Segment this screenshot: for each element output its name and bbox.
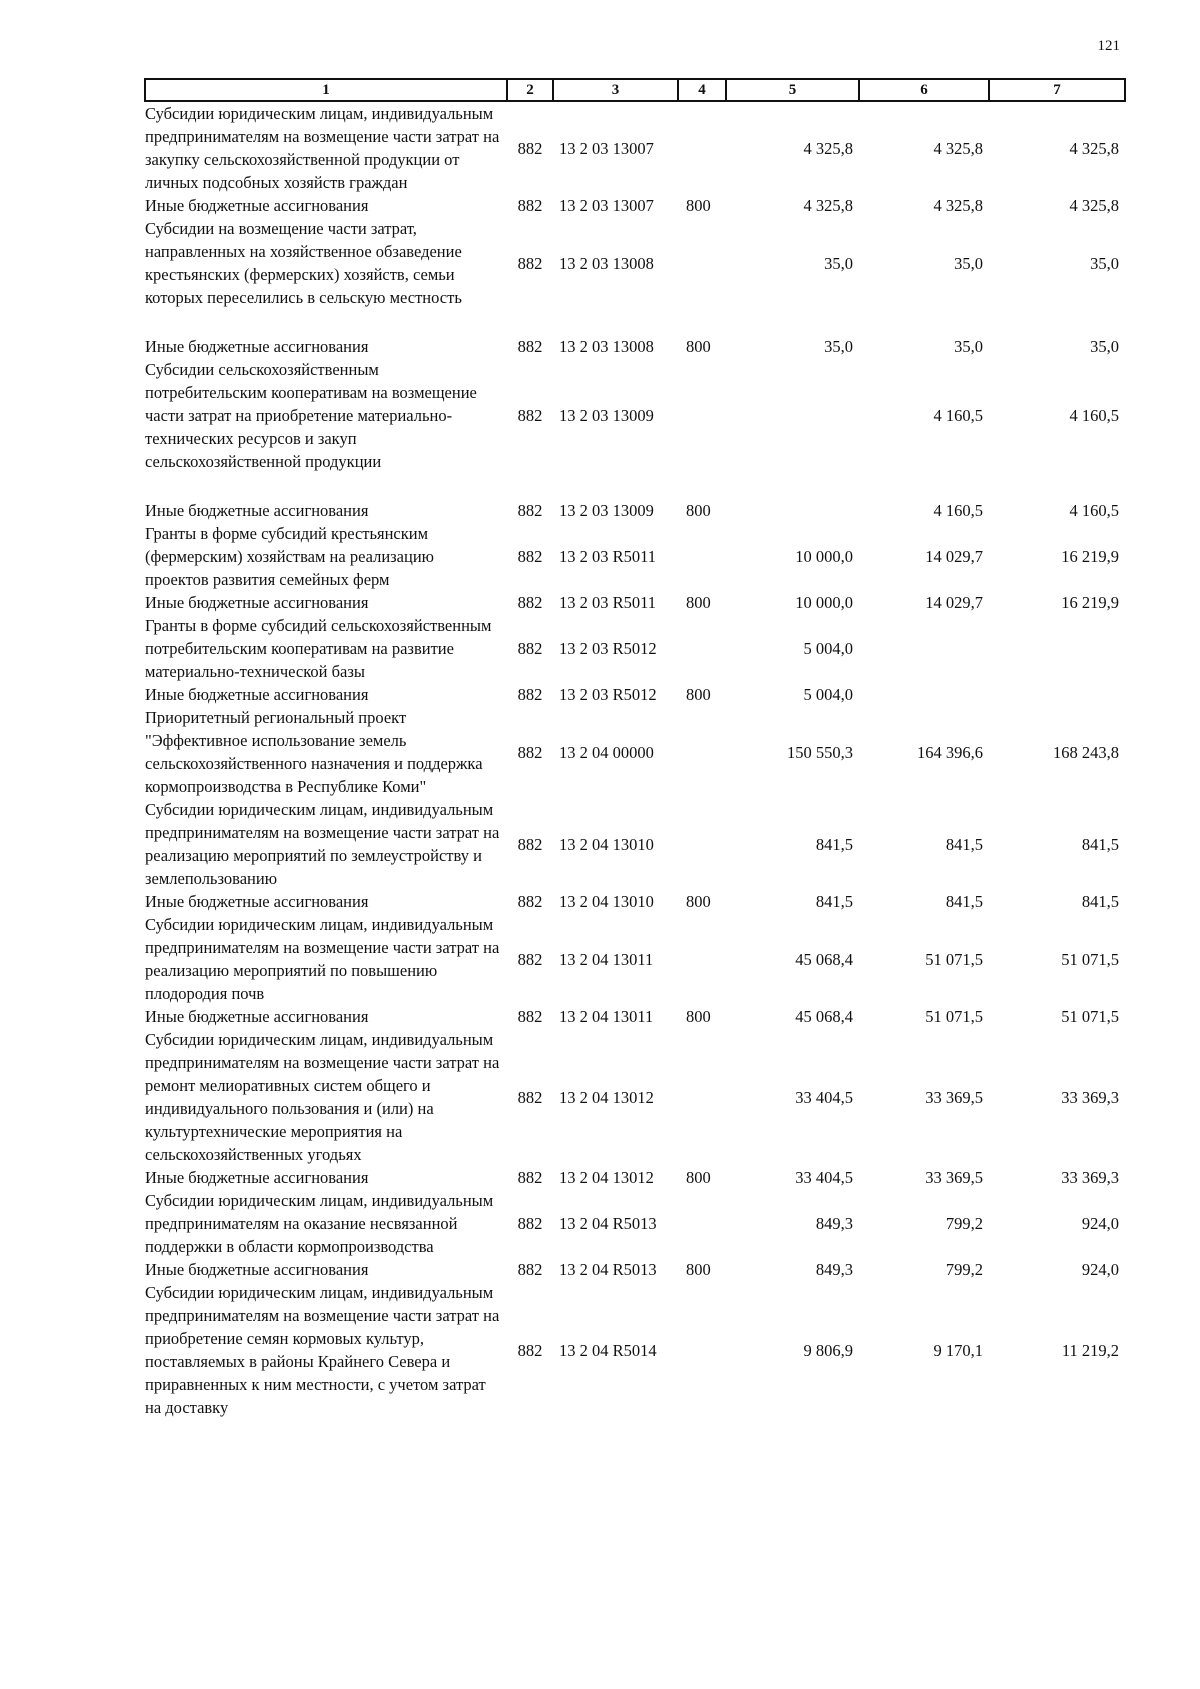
ved-code-cell: 882 bbox=[517, 406, 543, 425]
row-name-cell: Иные бюджетные ассигнования bbox=[145, 501, 369, 520]
column-header: 1 bbox=[145, 79, 507, 101]
table-row bbox=[145, 614, 1125, 683]
target-article-cell: 13 2 04 R5014 bbox=[559, 1340, 657, 1360]
amount-year3-cell: 16 219,9 bbox=[1061, 547, 1119, 566]
expense-type-cell bbox=[678, 1028, 726, 1166]
amount-year1-cell: 841,5 bbox=[815, 892, 853, 911]
expense-type-cell bbox=[678, 798, 726, 890]
amount-year1-cell: 33 404,5 bbox=[795, 1087, 853, 1107]
page-number: 121 bbox=[1097, 38, 1120, 54]
table-row bbox=[145, 358, 1125, 473]
amount-year2-cell: 4 160,5 bbox=[933, 501, 983, 520]
ved-code-cell: 882 bbox=[517, 685, 543, 704]
target-article-cell: 13 2 04 R5013 bbox=[559, 1214, 657, 1233]
expense-type-cell bbox=[678, 217, 726, 309]
amount-year1-cell: 4 325,8 bbox=[803, 196, 853, 215]
row-name-cell: Субсидии юридическим лицам, индивидуальным предпринимателям на возмещение части затрат на закупку сельскохозяйственной продукции от личных подсобных хозяйств граждан bbox=[145, 104, 500, 192]
expense-type-cell bbox=[678, 358, 726, 473]
row-name-cell: Гранты в форме субсидий сельскохозяйственным потребительским кооперативам на развитие материально-технической базы bbox=[145, 616, 492, 681]
ved-code-cell: 882 bbox=[517, 1087, 543, 1107]
table-row bbox=[145, 1005, 1125, 1028]
amount-year2-cell: 35,0 bbox=[954, 253, 983, 273]
amount-year1-cell: 10 000,0 bbox=[795, 547, 853, 566]
expense-type-cell bbox=[678, 913, 726, 1005]
row-name-cell: Гранты в форме субсидий крестьянским (фермерским) хозяйствам на реализацию проектов развития семейных ферм bbox=[145, 524, 434, 589]
ved-code-cell: 882 bbox=[517, 742, 543, 762]
amount-year1-cell: 35,0 bbox=[824, 337, 853, 356]
amount-year1-cell: 9 806,9 bbox=[803, 1340, 853, 1360]
amount-year2-cell: 4 160,5 bbox=[933, 406, 983, 425]
amount-year2-cell: 4 325,8 bbox=[933, 138, 983, 158]
ved-code-cell: 882 bbox=[517, 196, 543, 215]
amount-year2-cell: 841,5 bbox=[945, 892, 983, 911]
amount-year1-cell: 45 068,4 bbox=[795, 949, 853, 969]
expense-type-cell: 800 bbox=[686, 1168, 711, 1187]
amount-year3-cell: 168 243,8 bbox=[1053, 742, 1119, 762]
table-row bbox=[145, 706, 1125, 798]
ved-code-cell: 882 bbox=[517, 1214, 543, 1233]
amount-year2-cell: 164 396,6 bbox=[917, 742, 983, 762]
ved-code-cell: 882 bbox=[517, 501, 543, 520]
amount-year3-cell: 35,0 bbox=[1090, 253, 1119, 273]
amount-year2-cell: 51 071,5 bbox=[925, 949, 983, 969]
amount-year1-cell: 841,5 bbox=[815, 834, 853, 854]
target-article-cell: 13 2 04 13012 bbox=[559, 1087, 654, 1107]
amount-year2-cell bbox=[859, 614, 989, 683]
header-row bbox=[145, 79, 1125, 101]
amount-year3-cell bbox=[989, 683, 1125, 706]
row-name-cell: Иные бюджетные ассигнования bbox=[145, 196, 369, 215]
table-row bbox=[145, 591, 1125, 614]
budget-table bbox=[144, 78, 1126, 1419]
amount-year1-cell: 849,3 bbox=[815, 1260, 853, 1279]
target-article-cell: 13 2 03 R5012 bbox=[559, 639, 657, 658]
table-row bbox=[145, 1281, 1125, 1419]
target-article-cell: 13 2 03 13008 bbox=[559, 253, 654, 273]
row-name-cell: Иные бюджетные ассигнования bbox=[145, 892, 369, 911]
row-name-cell: Иные бюджетные ассигнования bbox=[145, 1168, 369, 1187]
amount-year2-cell bbox=[859, 683, 989, 706]
expense-type-cell: 800 bbox=[686, 1007, 711, 1026]
target-article-cell: 13 2 04 13011 bbox=[559, 1007, 654, 1026]
ved-code-cell: 882 bbox=[517, 337, 543, 356]
amount-year3-cell: 33 369,3 bbox=[1061, 1168, 1119, 1187]
amount-year3-cell: 924,0 bbox=[1081, 1260, 1119, 1279]
amount-year1-cell: 35,0 bbox=[824, 253, 853, 273]
table-row bbox=[145, 522, 1125, 591]
table-row bbox=[145, 217, 1125, 309]
amount-year3-cell: 51 071,5 bbox=[1061, 1007, 1119, 1026]
table-row bbox=[145, 913, 1125, 1005]
row-name-cell: Иные бюджетные ассигнования bbox=[145, 1007, 369, 1026]
amount-year1-cell: 33 404,5 bbox=[795, 1168, 853, 1187]
row-spacer bbox=[145, 309, 1125, 335]
table-row bbox=[145, 683, 1125, 706]
target-article-cell: 13 2 04 13010 bbox=[559, 834, 654, 854]
expense-type-cell: 800 bbox=[686, 337, 711, 356]
target-article-cell: 13 2 04 00000 bbox=[559, 742, 654, 762]
amount-year2-cell: 33 369,5 bbox=[925, 1087, 983, 1107]
amount-year3-cell bbox=[989, 614, 1125, 683]
row-spacer-cell bbox=[145, 473, 1125, 499]
expense-type-cell bbox=[678, 706, 726, 798]
row-name-cell: Иные бюджетные ассигнования bbox=[145, 337, 369, 356]
expense-type-cell: 800 bbox=[686, 196, 711, 215]
column-header: 6 bbox=[859, 79, 989, 101]
ved-code-cell: 882 bbox=[517, 892, 543, 911]
amount-year3-cell: 11 219,2 bbox=[1061, 1340, 1119, 1360]
ved-code-cell: 882 bbox=[517, 639, 543, 658]
ved-code-cell: 882 bbox=[517, 1007, 543, 1026]
row-name-cell: Иные бюджетные ассигнования bbox=[145, 593, 369, 612]
amount-year1-cell: 849,3 bbox=[815, 1214, 853, 1233]
column-header: 3 bbox=[553, 79, 678, 101]
amount-year1-cell: 45 068,4 bbox=[795, 1007, 853, 1026]
amount-year2-cell: 799,2 bbox=[945, 1260, 983, 1279]
table-row bbox=[145, 101, 1125, 194]
ved-code-cell: 882 bbox=[517, 1168, 543, 1187]
expense-type-cell bbox=[678, 1189, 726, 1258]
amount-year2-cell: 9 170,1 bbox=[933, 1340, 983, 1360]
amount-year2-cell: 33 369,5 bbox=[925, 1168, 983, 1187]
row-name-cell: Субсидии юридическим лицам, индивидуальным предпринимателям на возмещение части затрат на реализацию мероприятий по повышению плодородия почв bbox=[145, 915, 500, 1003]
expense-type-cell: 800 bbox=[686, 593, 711, 612]
target-article-cell: 13 2 03 13009 bbox=[559, 501, 654, 520]
amount-year3-cell: 35,0 bbox=[1090, 337, 1119, 356]
target-article-cell: 13 2 03 R5011 bbox=[559, 593, 657, 612]
target-article-cell: 13 2 03 13008 bbox=[559, 337, 654, 356]
table-row bbox=[145, 1166, 1125, 1189]
table-row bbox=[145, 798, 1125, 890]
table-row bbox=[145, 1189, 1125, 1258]
column-header: 5 bbox=[726, 79, 859, 101]
target-article-cell: 13 2 04 R5013 bbox=[559, 1260, 657, 1279]
amount-year3-cell: 16 219,9 bbox=[1061, 593, 1119, 612]
amount-year1-cell bbox=[726, 499, 859, 522]
ved-code-cell: 882 bbox=[517, 138, 543, 158]
ved-code-cell: 882 bbox=[517, 834, 543, 854]
table-row bbox=[145, 499, 1125, 522]
amount-year3-cell: 4 325,8 bbox=[1069, 138, 1119, 158]
ved-code-cell: 882 bbox=[517, 547, 543, 566]
row-name-cell: Субсидии на возмещение части затрат, направленных на хозяйственное обзаведение крестьянских (фермерских) хозяйств, семьи которых переселились в сельскую местность bbox=[145, 219, 462, 307]
expense-type-cell: 800 bbox=[686, 685, 711, 704]
ved-code-cell: 882 bbox=[517, 949, 543, 969]
row-name-cell: Субсидии юридическим лицам, индивидуальным предпринимателям на оказание несвязанной поддержки в области кормопроизводства bbox=[145, 1191, 494, 1256]
expense-type-cell bbox=[678, 522, 726, 591]
row-name-cell: Субсидии юридическим лицам, индивидуальным предпринимателям на возмещение части затрат на приобретение семян кормовых культур, поставляемых в районы Крайнего Севера и приравненных к ним местности, с учетом затрат на доставку bbox=[145, 1283, 500, 1417]
amount-year1-cell bbox=[726, 358, 859, 473]
ved-code-cell: 882 bbox=[517, 253, 543, 273]
amount-year1-cell: 4 325,8 bbox=[803, 138, 853, 158]
table-row bbox=[145, 335, 1125, 358]
amount-year2-cell: 14 029,7 bbox=[925, 593, 983, 612]
target-article-cell: 13 2 04 13011 bbox=[559, 949, 654, 969]
expense-type-cell: 800 bbox=[686, 1260, 711, 1279]
ved-code-cell: 882 bbox=[517, 1340, 543, 1360]
amount-year1-cell: 5 004,0 bbox=[803, 685, 853, 704]
row-name-cell: Субсидии сельскохозяйственным потребительским кооперативам на возмещение части затрат на приобретение материально-технических ресурсов и закуп сельскохозяйственной продукции bbox=[145, 360, 477, 471]
target-article-cell: 13 2 03 R5011 bbox=[559, 547, 657, 566]
table-row bbox=[145, 890, 1125, 913]
amount-year3-cell: 51 071,5 bbox=[1061, 949, 1119, 969]
expense-type-cell bbox=[678, 614, 726, 683]
target-article-cell: 13 2 03 13007 bbox=[559, 196, 654, 215]
column-header: 2 bbox=[507, 79, 553, 101]
amount-year2-cell: 799,2 bbox=[945, 1214, 983, 1233]
expense-type-cell bbox=[678, 101, 726, 194]
amount-year3-cell: 4 160,5 bbox=[1069, 406, 1119, 425]
expense-type-cell: 800 bbox=[686, 501, 711, 520]
target-article-cell: 13 2 03 13007 bbox=[559, 138, 654, 158]
expense-type-cell bbox=[678, 1281, 726, 1419]
amount-year2-cell: 4 325,8 bbox=[933, 196, 983, 215]
ved-code-cell: 882 bbox=[517, 593, 543, 612]
table-row bbox=[145, 1028, 1125, 1166]
amount-year3-cell: 4 325,8 bbox=[1069, 196, 1119, 215]
amount-year2-cell: 14 029,7 bbox=[925, 547, 983, 566]
row-name-cell: Приоритетный региональный проект "Эффективное использование земель сельскохозяйственного назначения и поддержка кормопроизводства в Республике Коми" bbox=[145, 708, 483, 796]
amount-year3-cell: 4 160,5 bbox=[1069, 501, 1119, 520]
ved-code-cell: 882 bbox=[517, 1260, 543, 1279]
column-header: 4 bbox=[678, 79, 726, 101]
row-name-cell: Субсидии юридическим лицам, индивидуальным предпринимателям на возмещение части затрат на ремонт мелиоративных систем общего и индивидуального пользования и (или) на культуртехнические мероприятия на сельскохозяйственных угодьях bbox=[145, 1030, 500, 1164]
target-article-cell: 13 2 03 13009 bbox=[559, 406, 654, 425]
row-spacer bbox=[145, 473, 1125, 499]
amount-year2-cell: 841,5 bbox=[945, 834, 983, 854]
table-body bbox=[145, 101, 1125, 1419]
target-article-cell: 13 2 04 13010 bbox=[559, 892, 654, 911]
amount-year1-cell: 150 550,3 bbox=[787, 742, 853, 762]
row-spacer-cell bbox=[145, 309, 1125, 335]
row-name-cell: Субсидии юридическим лицам, индивидуальным предпринимателям на возмещение части затрат на реализацию мероприятий по землеустройству и землепользованию bbox=[145, 800, 500, 888]
row-name-cell: Иные бюджетные ассигнования bbox=[145, 685, 369, 704]
amount-year3-cell: 841,5 bbox=[1081, 892, 1119, 911]
target-article-cell: 13 2 04 13012 bbox=[559, 1168, 654, 1187]
column-header: 7 bbox=[989, 79, 1125, 101]
table-row bbox=[145, 1258, 1125, 1281]
expense-type-cell: 800 bbox=[686, 892, 711, 911]
amount-year3-cell: 841,5 bbox=[1081, 834, 1119, 854]
amount-year1-cell: 5 004,0 bbox=[803, 639, 853, 658]
target-article-cell: 13 2 03 R5012 bbox=[559, 685, 657, 704]
amount-year3-cell: 33 369,3 bbox=[1061, 1087, 1119, 1107]
row-name-cell: Иные бюджетные ассигнования bbox=[145, 1260, 369, 1279]
table-row bbox=[145, 194, 1125, 217]
amount-year2-cell: 51 071,5 bbox=[925, 1007, 983, 1026]
amount-year2-cell: 35,0 bbox=[954, 337, 983, 356]
amount-year1-cell: 10 000,0 bbox=[795, 593, 853, 612]
amount-year3-cell: 924,0 bbox=[1081, 1214, 1119, 1233]
